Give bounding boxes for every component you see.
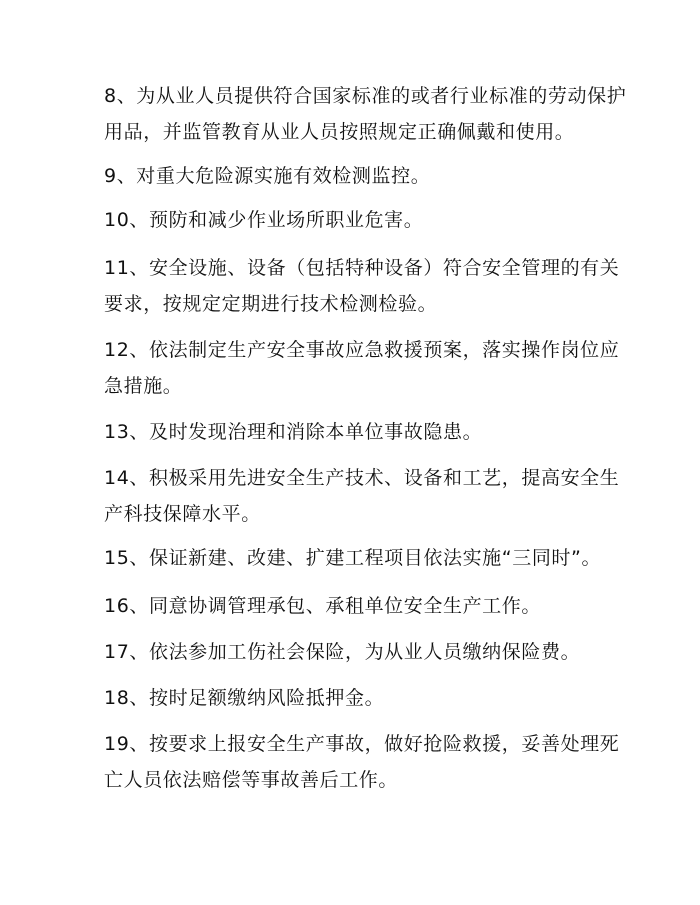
item-line: 15、保证新建、改建、扩建工程项目依法实施“三同时”。 xyxy=(104,547,602,569)
list-item xyxy=(104,460,620,532)
list-item xyxy=(104,332,620,404)
item-line: 14、积极采用先进安全生产技术、设备和工艺，提高安全生 xyxy=(104,467,620,489)
list-item xyxy=(104,540,600,576)
list-item xyxy=(104,726,620,798)
item-line: 18、按时足额缴纳风险抵押金。 xyxy=(104,687,385,709)
list-item xyxy=(104,414,600,450)
item-line: 17、依法参加工伤社会保险，为从业人员缴纳保险费。 xyxy=(104,641,581,663)
item-line: 亡人员依法赔偿等事故善后工作。 xyxy=(104,769,399,791)
list-item xyxy=(104,78,627,150)
item-line: 10、预防和减少作业场所职业危害。 xyxy=(104,209,424,231)
item-line: 产科技保障水平。 xyxy=(104,503,261,525)
item-line: 11、安全设施、设备（包括特种设备）符合安全管理的有关 xyxy=(104,257,620,279)
list-item xyxy=(104,680,600,716)
item-line: 用品，并监管教育从业人员按照规定正确佩戴和使用。 xyxy=(104,121,575,143)
item-line: 要求，按规定定期进行技术检测检验。 xyxy=(104,293,438,315)
list-item xyxy=(104,634,600,670)
list-item xyxy=(104,158,600,194)
item-line: 13、及时发现治理和消除本单位事故隐患。 xyxy=(104,421,483,443)
list-item xyxy=(104,202,600,238)
item-line: 急措施。 xyxy=(104,375,183,397)
item-line: 19、按要求上报安全生产事故，做好抢险救援，妥善处理死 xyxy=(104,733,620,755)
item-line: 9、对重大危险源实施有效检测监控。 xyxy=(104,165,431,187)
item-line: 12、依法制定生产安全事故应急救援预案，落实操作岗位应 xyxy=(104,339,620,361)
list-item xyxy=(104,588,600,624)
item-line: 16、同意协调管理承包、承租单位安全生产工作。 xyxy=(104,595,541,617)
item-line: 8、为从业人员提供符合国家标准的或者行业标准的劳动保护 xyxy=(104,85,627,107)
list-item xyxy=(104,250,620,322)
